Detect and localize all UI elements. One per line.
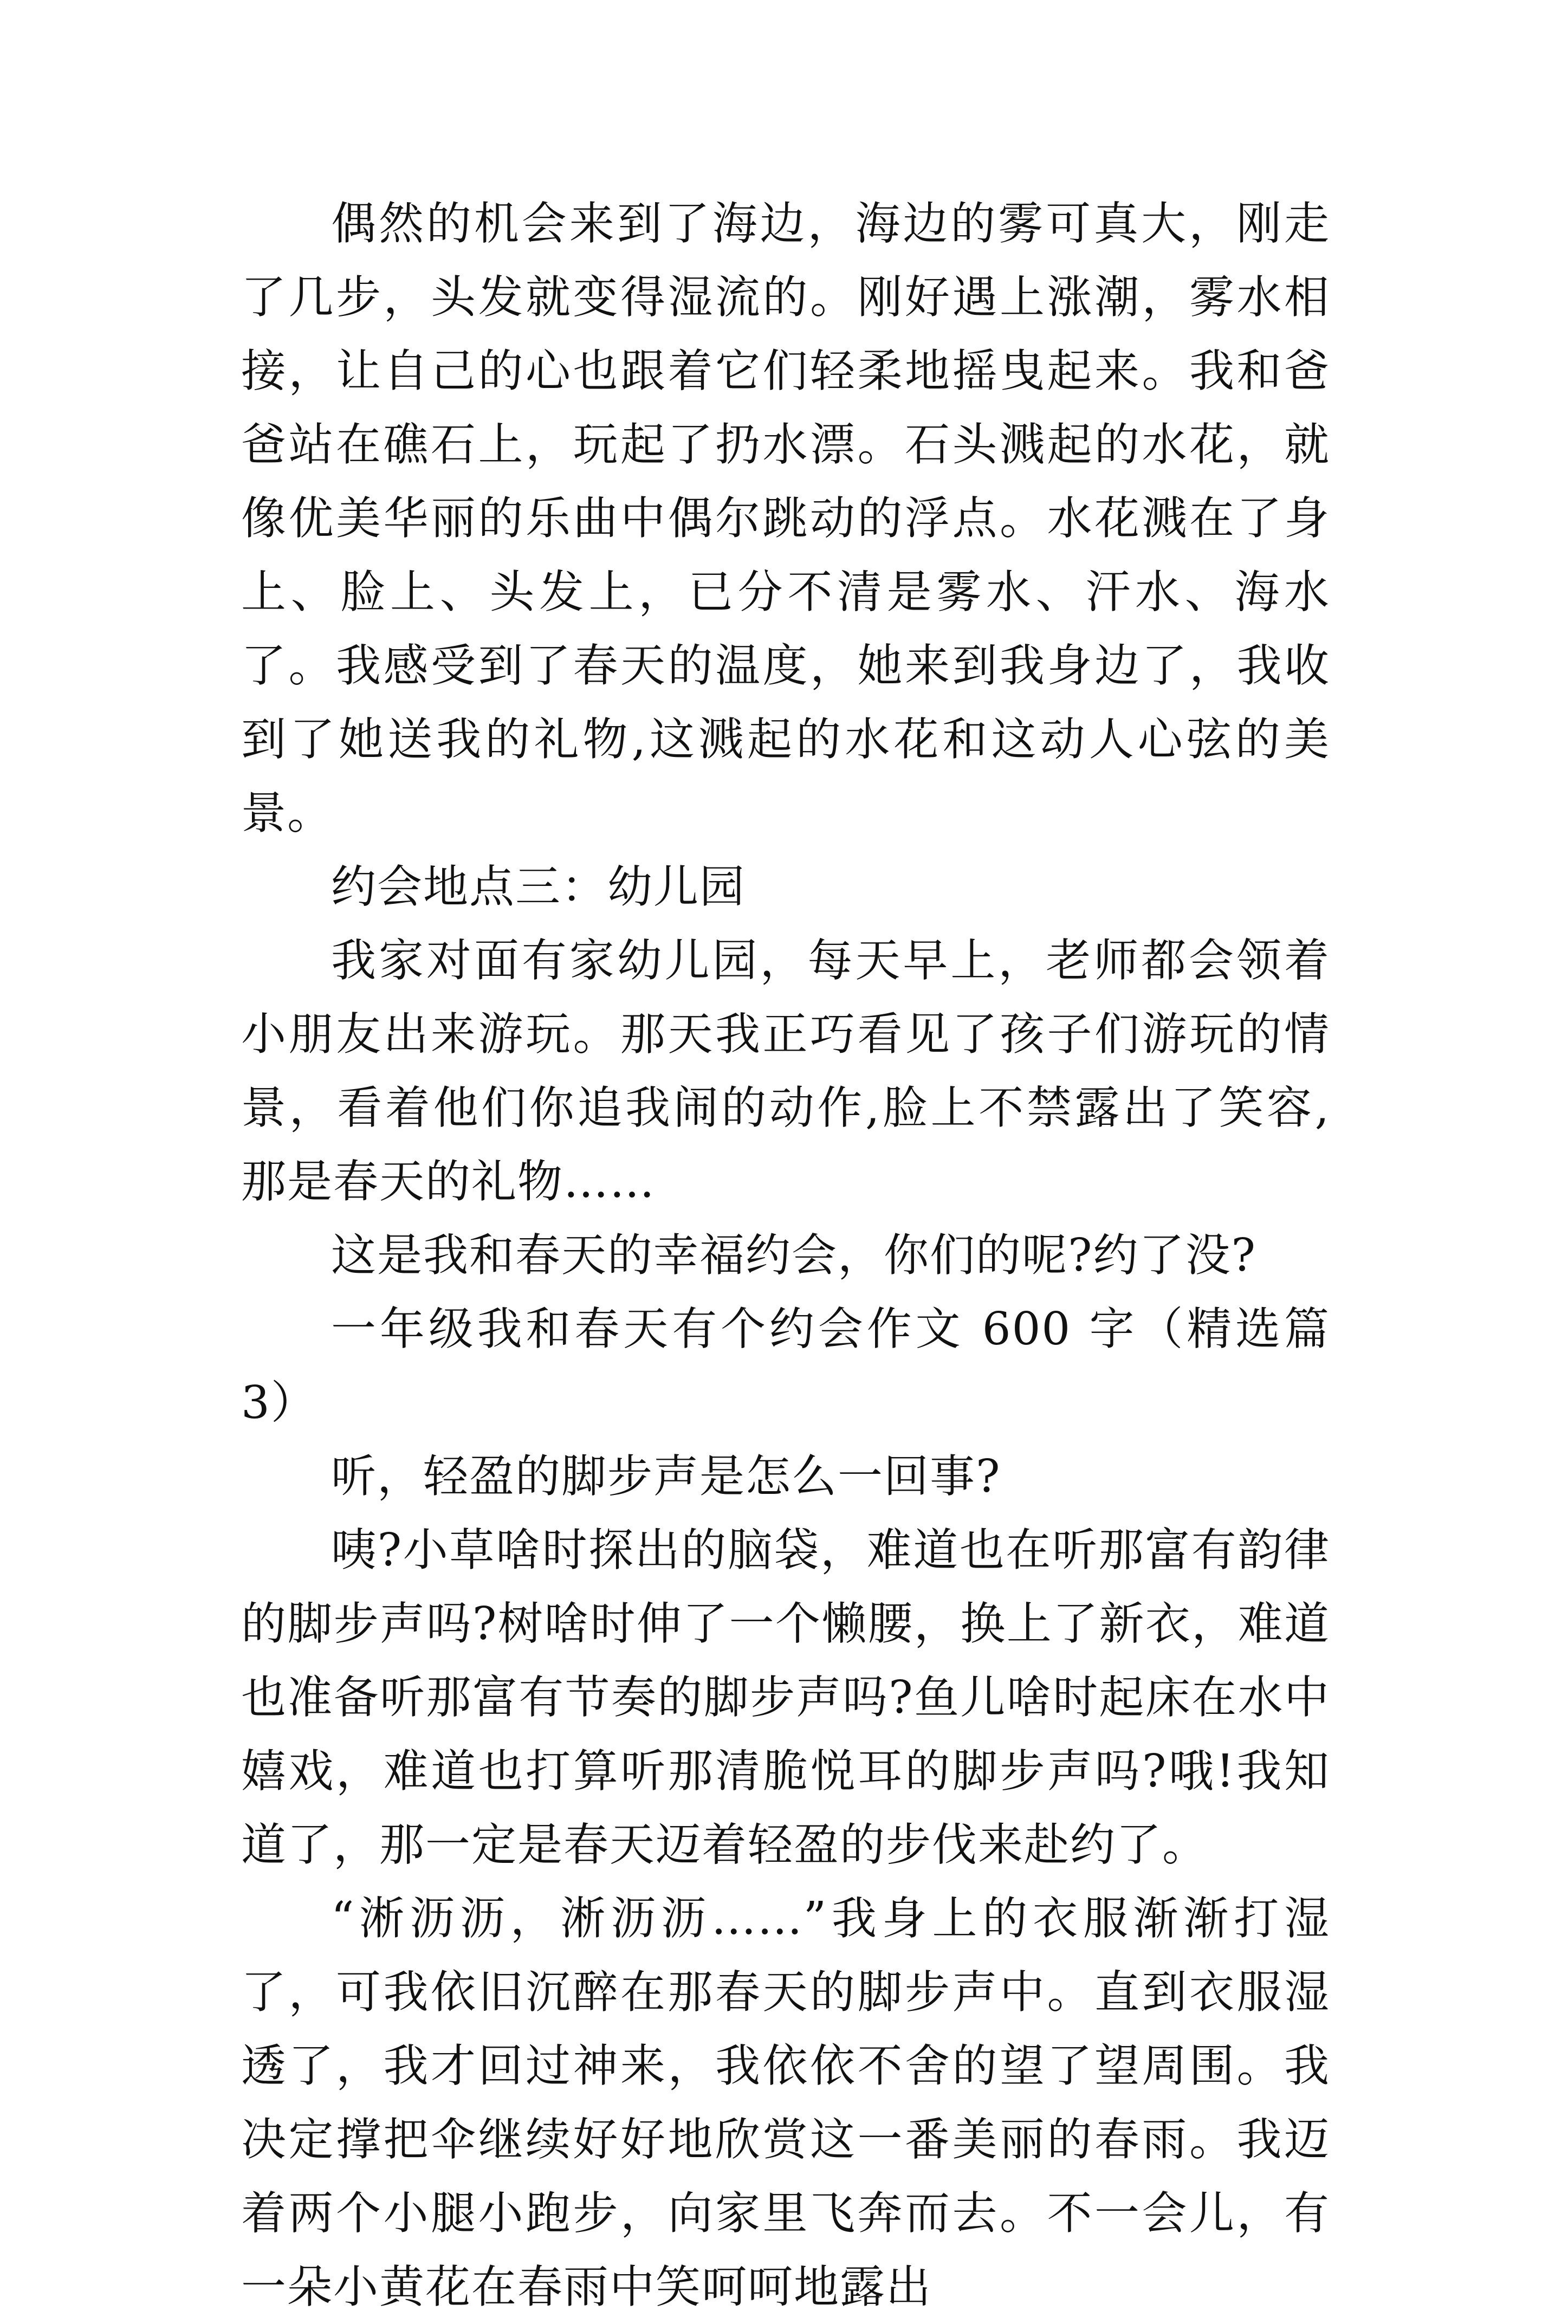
section-title: 一年级我和春天有个约会作文 600 字（精选篇 3） <box>241 1303 1330 1429</box>
paragraph-footsteps-question: 听，轻盈的脚步声是怎么一回事? <box>331 1450 1001 1503</box>
paragraph-closing: 这是我和春天的幸福约会，你们的呢?约了没? <box>331 1229 1256 1281</box>
paragraph-heading-kindergarten: 约会地点三：幼儿园 <box>331 860 746 913</box>
paragraph-spring-rain: “淅沥沥，淅沥沥……”我身上的衣服渐渐打湿了，可我依旧沉醉在那春天的脚步声中。直到衣服湿透了，我才回过神来，我依依不舍的望了望周围。我决定撑把伞继续好好地欣赏这一番美丽的春雨。我迈着两个小腿小跑步，向家里飞奔而去。不一会儿，有一朵小黄花在春雨中笑呵呵地露出 <box>241 1892 1330 2313</box>
document-body <box>241 187 1330 2324</box>
paragraph-seaside: 偶然的机会来到了海边，海边的雾可真大，刚走了几步，头发就变得湿流的。刚好遇上涨潮，雾水相接，让自己的心也跟着它们轻柔地摇曳起来。我和爸爸站在礁石上，玩起了扔水漂。石头溅起的水花，就像优美华丽的乐曲中偶尔跳动的浮点。水花溅在了身上、脸上、头发上，已分不清是雾水、汗水、海水了。我感受到了春天的温度，她来到我身边了，我收到了她送我的礼物,这溅起的水花和这动人心弦的美景。 <box>241 197 1330 839</box>
paragraph-kindergarten: 我家对面有家幼儿园，每天早上，老师都会领着小朋友出来游玩。那天我正巧看见了孩子们游玩的情景，看着他们你追我闹的动作,脸上不禁露出了笑容,那是春天的礼物…… <box>241 934 1330 1208</box>
paragraph-footsteps: 咦?小草啥时探出的脑袋，难道也在听那富有韵律的脚步声吗?树啥时伸了一个懒腰，换上了新衣，难道也准备听那富有节奏的脚步声吗?鱼儿啥时起床在水中嬉戏，难道也打算听那清脆悦耳的脚步声吗?哦!我知道了，那一定是春天迈着轻盈的步伐来赴约了。 <box>241 1524 1330 1871</box>
